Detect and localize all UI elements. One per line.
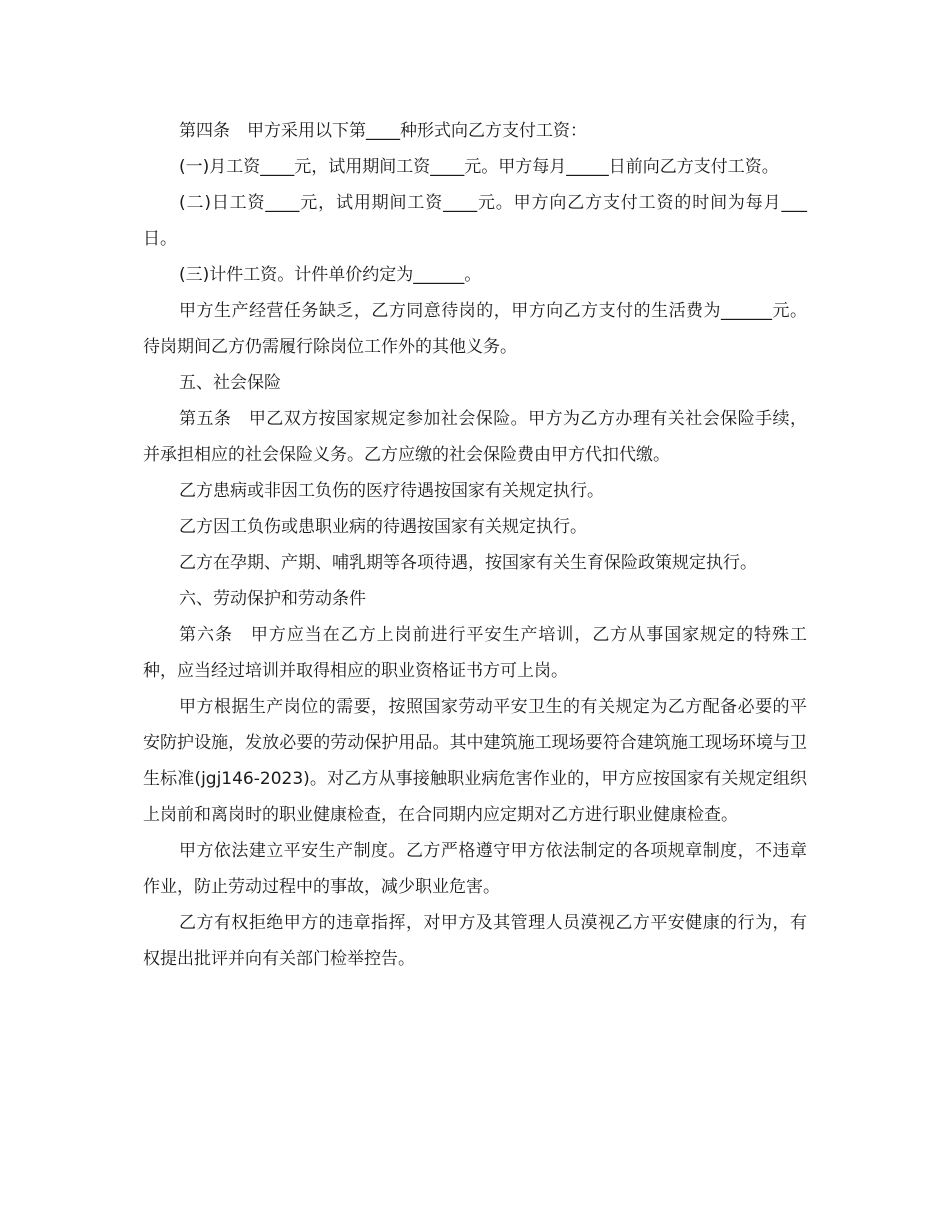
document-body — [143, 113, 807, 977]
paragraph-sickness-treatment: 乙方患病或非因工负伤的医疗待遇按国家有关规定执行。 — [179, 481, 604, 501]
paragraph-safety-rules: 甲方依法建立平安生产制度。乙方严格遵守甲方依法制定的各项规章制度，不违章作业，防止劳动过程中的事故，减少职业危害。 — [143, 841, 807, 897]
paragraph-protection-equipment: 甲方根据生产岗位的需要，按照国家劳动平安卫生的有关规定为乙方配备必要的平安防护设施，发放必要的劳动保护用品。其中建筑施工现场要符合建筑施工现场环境与卫生标准(jgj146-2023)。对乙方从事接触职业病危害作业的，甲方应按国家有关规定组织上岗前和离岗时的职业健康检查，在合同期内应定期对乙方进行职业健康检查。 — [143, 697, 807, 825]
paragraph-right-to-refuse: 乙方有权拒绝甲方的违章指挥，对甲方及其管理人员漠视乙方平安健康的行为，有权提出批评并向有关部门检举控告。 — [143, 913, 807, 969]
paragraph-maternity: 乙方在孕期、产期、哺乳期等各项待遇，按国家有关生育保险政策规定执行。 — [179, 553, 757, 573]
section-heading-labor-protection: 六、劳动保护和劳动条件 — [179, 589, 366, 609]
paragraph-article-4: 第四条 甲方采用以下第____种形式向乙方支付工资： — [179, 121, 587, 141]
paragraph-article-6: 第六条 甲方应当在乙方上岗前进行平安生产培训，乙方从事国家规定的特殊工种，应当经过培训并取得相应的职业资格证书方可上岗。 — [143, 625, 807, 681]
paragraph-work-injury: 乙方因工负伤或患职业病的待遇按国家有关规定执行。 — [179, 517, 587, 537]
paragraph-article-5: 第五条 甲乙双方按国家规定参加社会保险。甲方为乙方办理有关社会保险手续，并承担相应的社会保险义务。乙方应缴的社会保险费由甲方代扣代缴。 — [143, 409, 807, 465]
paragraph-piece-wage: (三)计件工资。计件单价约定为______。 — [179, 265, 482, 285]
section-heading-social-insurance: 五、社会保险 — [179, 373, 281, 393]
paragraph-monthly-wage: (一)月工资____元，试用期间工资____元。甲方每月_____日前向乙方支付工资。 — [179, 157, 779, 177]
paragraph-daily-wage: (二)日工资____元，试用期间工资____元。甲方向乙方支付工资的时间为每月___日。 — [143, 193, 807, 249]
paragraph-standby-allowance: 甲方生产经营任务缺乏，乙方同意待岗的，甲方向乙方支付的生活费为______元。待岗期间乙方仍需履行除岗位工作外的其他义务。 — [143, 301, 807, 357]
